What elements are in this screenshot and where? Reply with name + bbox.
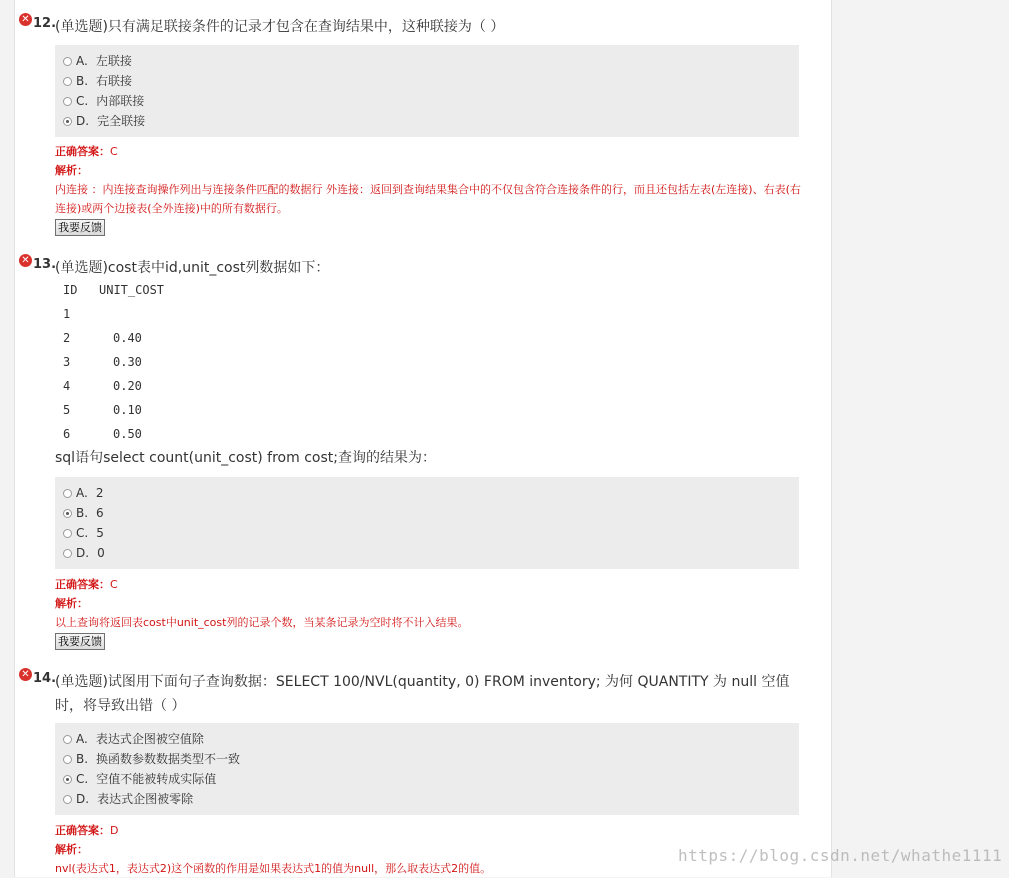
option-label: 右联接 — [96, 74, 133, 88]
sql-statement: sql语句select count(unit_cost) from cost;查询的结果为： — [55, 450, 436, 466]
option-c[interactable] — [63, 91, 799, 111]
cell-id: 1 — [63, 307, 71, 321]
option-c[interactable] — [63, 769, 799, 789]
option-d[interactable] — [63, 543, 799, 563]
option-b[interactable] — [63, 749, 799, 769]
options-group-12 — [55, 45, 799, 137]
watermark: https://blog.csdn.net/whathe1111 — [678, 846, 1003, 865]
cell-id: 2 — [63, 331, 71, 345]
question-number: 13. — [33, 257, 57, 272]
option-label: 换函数参数数据类型不一致 — [96, 752, 241, 766]
option-label: 左联接 — [95, 54, 132, 68]
cell-cost: 0.40 — [113, 331, 142, 345]
option-label: 2 — [95, 486, 104, 500]
quiz-page — [14, 0, 832, 877]
answer-label: 正确答案： — [55, 578, 110, 591]
analysis-text: 以上查询将返回表cost中unit_cost列的记录个数，当某条记录为空时将不计入结果。 — [55, 616, 469, 629]
option-b[interactable] — [63, 71, 799, 91]
cell-id: 5 — [63, 403, 71, 417]
option-d[interactable] — [63, 789, 799, 809]
wrong-icon: ✕ — [19, 668, 32, 681]
cell-cost: 0.30 — [113, 355, 142, 369]
radio-icon[interactable] — [63, 755, 72, 764]
question-text: (单选题)试图用下面句子查询数据：SELECT 100/NVL(quantity, 0) FROM inventory; 为何 QUANTITY 为 null 空值时，将导致出错（ ） — [55, 674, 790, 714]
option-letter: A. — [76, 486, 88, 500]
option-letter: D. — [76, 546, 90, 560]
wrong-icon: ✕ — [19, 13, 32, 26]
option-a[interactable] — [63, 729, 799, 749]
option-letter: B. — [76, 506, 89, 520]
answer-label: 正确答案： — [55, 824, 110, 837]
radio-icon[interactable] — [63, 509, 72, 518]
question-text: (单选题)只有满足联接条件的记录才包含在查询结果中，这种联接为（ ） — [55, 19, 505, 35]
answer-label: 正确答案： — [55, 145, 110, 158]
option-label: 0 — [97, 546, 105, 560]
question-number: 12. — [33, 16, 57, 31]
analysis-text: nvl(表达式1，表达式2)这个函数的作用是如果表达式1的值为null，那么取表达式2的值。 — [55, 862, 492, 875]
option-letter: C. — [76, 772, 89, 786]
option-letter: A. — [76, 732, 88, 746]
option-a[interactable] — [63, 51, 799, 71]
option-label: 表达式企图被空值除 — [95, 732, 204, 746]
question-number: 14. — [33, 671, 57, 686]
correct-answer — [55, 821, 805, 840]
header-id: ID — [63, 283, 78, 297]
cell-id: 6 — [63, 427, 71, 441]
answer-block-12 — [55, 142, 805, 218]
option-label: 表达式企图被零除 — [97, 792, 194, 806]
radio-icon[interactable] — [63, 97, 72, 106]
cell-id: 4 — [63, 379, 71, 393]
answer-value: C — [110, 145, 118, 158]
option-letter: A. — [76, 54, 88, 68]
option-label: 5 — [96, 526, 104, 540]
analysis-label: 解析： — [55, 597, 88, 610]
feedback-button[interactable]: 我要反馈 — [55, 633, 105, 650]
radio-icon[interactable] — [63, 77, 72, 86]
option-letter: C. — [76, 94, 89, 108]
cell-id: 3 — [63, 355, 71, 369]
analysis-label: 解析： — [55, 843, 88, 856]
cell-cost: 0.10 — [113, 403, 142, 417]
radio-icon[interactable] — [63, 529, 72, 538]
option-label: 6 — [96, 506, 104, 520]
option-d[interactable] — [63, 111, 799, 131]
options-group-14 — [55, 723, 799, 815]
option-letter: C. — [76, 526, 89, 540]
feedback-button[interactable]: 我要反馈 — [55, 219, 105, 236]
cell-cost: 0.50 — [113, 427, 142, 441]
radio-icon[interactable] — [63, 775, 72, 784]
option-letter: B. — [76, 752, 89, 766]
wrong-icon: ✕ — [19, 254, 32, 267]
option-letter: D. — [76, 114, 90, 128]
question-text: (单选题)cost表中id,unit_cost列数据如下： — [55, 260, 330, 276]
radio-icon[interactable] — [63, 795, 72, 804]
option-letter: D. — [76, 792, 90, 806]
radio-icon[interactable] — [63, 735, 72, 744]
answer-value: D — [110, 824, 119, 837]
option-label: 内部联接 — [96, 94, 145, 108]
option-c[interactable] — [63, 523, 799, 543]
options-group-13 — [55, 477, 799, 569]
radio-icon[interactable] — [63, 117, 72, 126]
analysis-label: 解析： — [55, 164, 88, 177]
cell-cost: 0.20 — [113, 379, 142, 393]
analysis-text: 内连接 ：内连接查询操作列出与连接条件匹配的数据行 外连接：返回到查询结果集合中的不仅包含符合连接条件的行，而且还包括左表(左连接)、右表(右 连接)或两个边接表(全外连接)中的所有数据行。 — [55, 183, 801, 215]
option-label: 完全联接 — [97, 114, 146, 128]
header-cost: UNIT_COST — [99, 283, 165, 297]
radio-icon[interactable] — [63, 489, 72, 498]
radio-icon[interactable] — [63, 57, 72, 66]
correct-answer — [55, 142, 805, 161]
correct-answer — [55, 575, 805, 594]
option-a[interactable] — [63, 483, 799, 503]
option-letter: B. — [76, 74, 89, 88]
radio-icon[interactable] — [63, 549, 72, 558]
option-label: 空值不能被转成实际值 — [96, 772, 217, 786]
answer-block-13 — [55, 575, 805, 632]
option-b[interactable] — [63, 503, 799, 523]
answer-value: C — [110, 578, 118, 591]
